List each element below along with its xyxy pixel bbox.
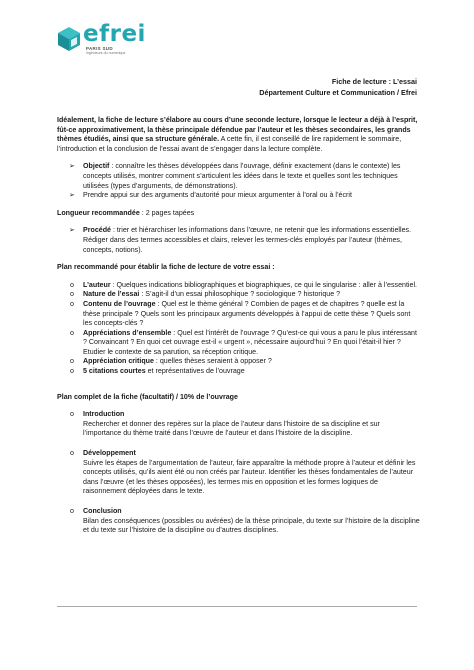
list-item bbox=[57, 290, 420, 300]
plan-item-label: Appréciations d’ensemble bbox=[83, 328, 172, 337]
length-value: : 2 pages tapées bbox=[139, 208, 195, 217]
procedure-label: Procédé bbox=[83, 226, 111, 235]
length-line bbox=[57, 209, 420, 219]
circle-bullet-icon: o bbox=[70, 328, 74, 337]
logo-subtitle: PARIS SUD bbox=[86, 46, 113, 51]
intro-bold-text: Idéalement, la fiche de lecture s’élabore au cours d’une seconde lecture, lorsque le lecteur a déjà à l’esprit, fût-ce approximativement, la thèse principale défendue par l’auteur et les thèses secondaires, les grands thèmes étudiés, ainsi que sa structure générale. bbox=[57, 116, 418, 144]
circle-bullet-icon: o bbox=[70, 449, 74, 458]
plan-heading: Plan recommandé pour établir la fiche de lecture de votre essai : bbox=[57, 263, 275, 272]
document-body bbox=[57, 116, 420, 546]
plan-list bbox=[57, 281, 420, 377]
list-item bbox=[57, 300, 420, 329]
document-header bbox=[259, 76, 417, 98]
efrei-logo bbox=[57, 21, 157, 66]
list-item bbox=[57, 281, 420, 291]
section-text: Suivre les étapes de l’argumentation de l’auteur, faire apparaître la méthode propre à l’auteur et définir les concepts utilisés, qu’ils aient été ou non créés par l’auteur. Identifier les thèses fondamentales de l’auteur dans l’œuvre (et les thèses opposées), les termes mis en opposition et les formes logiques de raisonnement déployées dans le texte. bbox=[83, 458, 416, 496]
circle-bullet-icon: o bbox=[70, 507, 74, 515]
section-text: Rechercher et donner des repères sur la place de l’auteur dans l’histoire de sa discipline et sur l’importance du thème traité dans l’œuvre de l’auteur et dans l’histoire de la discipline. bbox=[83, 419, 380, 438]
plan-item-label: L’auteur bbox=[83, 280, 111, 289]
plan-item-label: 5 citations courtes bbox=[83, 367, 146, 376]
list-item bbox=[57, 357, 420, 367]
plan-item-text: : Quel est le thème général ? Combien de pages et de chapitres ? quelle est la thèse principale ? Quels sont les principaux arguments développés à l’appui de cette thèse ? Quels sont les concepts-clés ? bbox=[83, 299, 411, 328]
plan-item-text: : Quel est l’intérêt de l’ouvrage ? Qu’est-ce qui vous a paru le plus intéressant ? Convaincant ? En quoi cet ouvrage est-il « urgent », nécessaire aujourd’hui ? En quoi l’était-il hier ? Etudier le contexte de sa parution, sa réception critique. bbox=[83, 328, 417, 356]
plan-item-text: et représentatives de l’ouvrage bbox=[145, 367, 245, 376]
section-text: Bilan des conséquences (possibles ou avérées) de la thèse principale, du texte sur l’histoire de la discipline et du texte sur l’histoire de la discipline ou d’autres disciplines. bbox=[83, 516, 420, 535]
circle-bullet-icon: o bbox=[70, 357, 74, 366]
list-item bbox=[57, 507, 420, 536]
list-item bbox=[57, 410, 420, 439]
plan-item-text: : Quelques indications bibliographiques et biographiques, ce qui le singularise : aller à l’essentiel. bbox=[110, 280, 417, 289]
section-title: Introduction bbox=[83, 410, 125, 419]
complete-plan-heading: Plan complet de la fiche (facultatif) / 10% de l’ouvrage bbox=[57, 392, 238, 401]
circle-bullet-icon: o bbox=[70, 280, 74, 289]
plan-item-label: Nature de l’essai bbox=[83, 290, 140, 299]
objective-text: Prendre appui sur des arguments d’autorité pour mieux argumenter à l’oral ou à l’écrit bbox=[83, 191, 352, 200]
plan-item-text: : quelles thèses seraient à opposer ? bbox=[153, 357, 272, 366]
objective-text: : connaître les thèses développées dans l’ouvrage, définir exactement (dans le contexte) les concepts utilisés, montrer comment s’articulent les idées dans le texte et quelles sont les techniques utilisées (types d’arguments, de démonstrations). bbox=[83, 162, 401, 190]
length-label: Longueur recommandée bbox=[57, 208, 140, 217]
logo-wordmark: efrei bbox=[83, 21, 146, 47]
logo-tagline: ingénieurs du numérique bbox=[86, 51, 126, 55]
intro-paragraph bbox=[57, 116, 420, 154]
plan-item-label: Contenu de l’ouvrage bbox=[83, 299, 156, 308]
circle-bullet-icon: o bbox=[70, 290, 74, 299]
header-title: Fiche de lecture : L’essai bbox=[331, 77, 417, 86]
circle-bullet-icon: o bbox=[70, 410, 74, 419]
list-item bbox=[57, 367, 420, 377]
intro-normal-text: A cette fin, il est conseillé de lire rapidement le sommaire, l’introduction et la conclusion de l’essai avant de s’engager dans la lecture complète. bbox=[57, 135, 402, 153]
list-item bbox=[57, 191, 420, 201]
arrow-bullet-icon: ➢ bbox=[69, 163, 75, 171]
footer-divider bbox=[57, 606, 417, 607]
arrow-bullet-icon: ➢ bbox=[69, 227, 75, 235]
list-item bbox=[57, 226, 420, 255]
plan-item-text: : S’agit-il d’un essai philosophique ? sociologique ? historique ? bbox=[139, 290, 341, 299]
section-title: Développement bbox=[83, 449, 136, 458]
list-item bbox=[57, 329, 420, 358]
procedure-list bbox=[57, 226, 420, 255]
list-item bbox=[57, 449, 420, 497]
efrei-cube-icon bbox=[57, 26, 81, 52]
procedure-text: : trier et hiérarchiser les informations dans l’œuvre, ne retenir que les informations essentielles. Rédiger dans des termes accessibles et clairs, relever les termes-clés employés par l’auteur (thèmes, concepts, notions). bbox=[83, 226, 412, 254]
circle-bullet-icon: o bbox=[70, 367, 74, 376]
circle-bullet-icon: o bbox=[70, 299, 74, 308]
complete-plan-list bbox=[57, 410, 420, 536]
list-item bbox=[57, 162, 420, 191]
objectives-list bbox=[57, 162, 420, 200]
section-title: Conclusion bbox=[83, 507, 122, 515]
header-department: Département Culture et Communication / Efrei bbox=[259, 88, 417, 97]
plan-item-label: Appréciation critique bbox=[83, 357, 154, 366]
arrow-bullet-icon: ➢ bbox=[69, 192, 75, 200]
objective-label: Objectif bbox=[83, 162, 110, 171]
